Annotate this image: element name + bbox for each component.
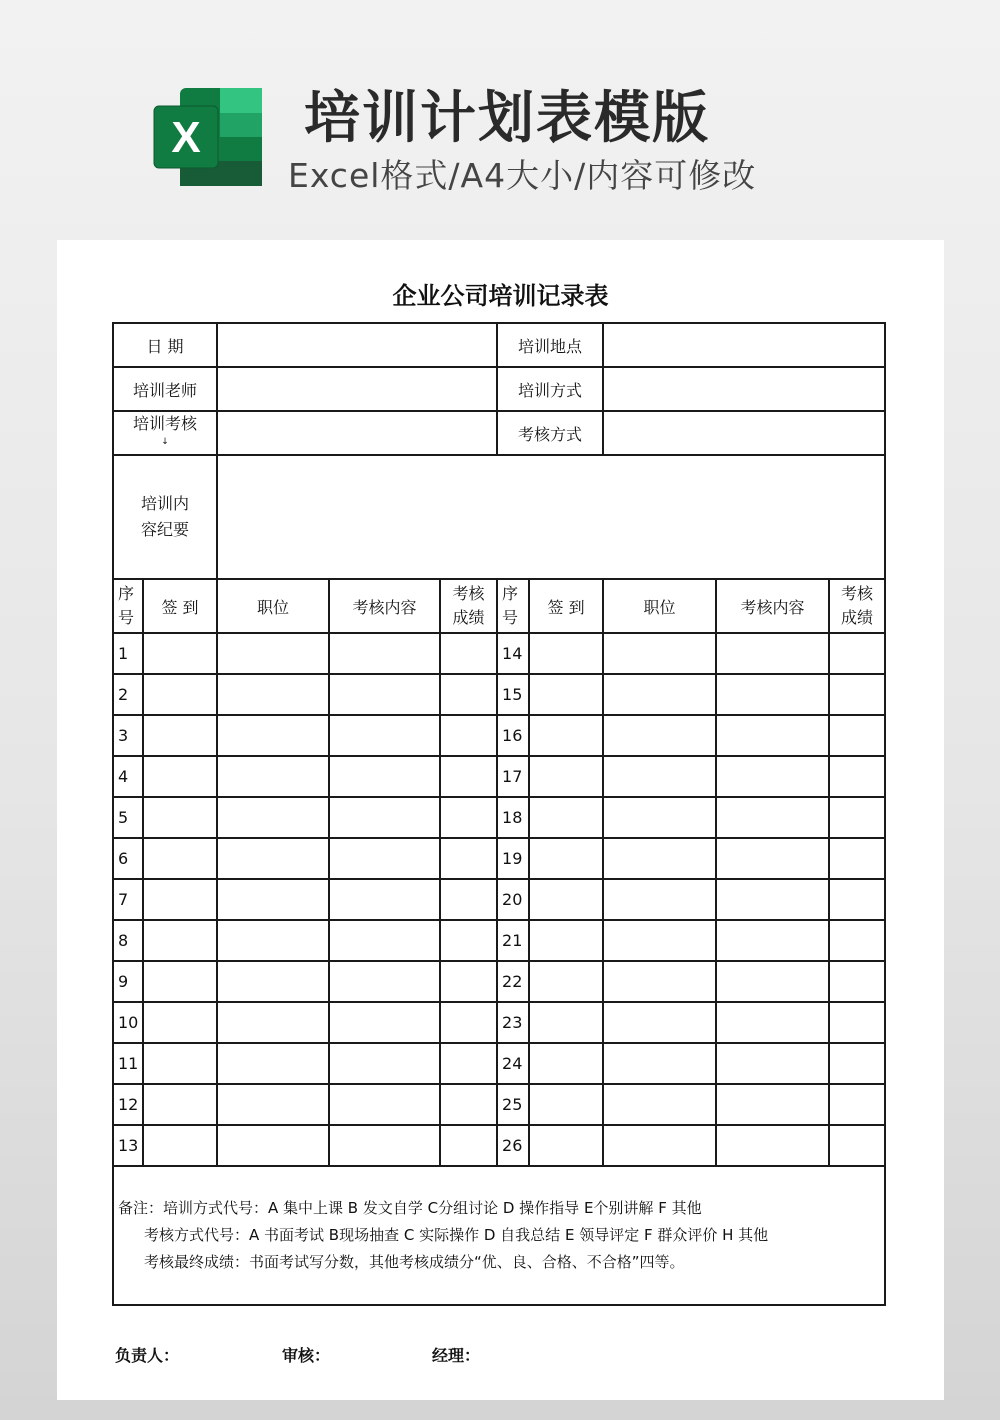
cell-position-right[interactable] (603, 674, 716, 715)
date-label: 日 期 (113, 323, 217, 367)
cell-content-left[interactable] (329, 633, 440, 674)
content-summary-label-line2: 容纪要 (140, 520, 189, 539)
cell-seq-left: 6 (113, 838, 143, 879)
cell-content-right[interactable] (716, 879, 829, 920)
cell-signin-left[interactable] (143, 756, 217, 797)
cell-score-left[interactable] (440, 1125, 497, 1166)
cell-score-right[interactable] (829, 879, 885, 920)
document-title: 企业公司培训记录表 (392, 282, 609, 310)
cell-content-right[interactable] (716, 920, 829, 961)
content-summary-field[interactable] (217, 455, 885, 579)
cell-position-left[interactable] (217, 879, 329, 920)
cell-signin-left[interactable] (143, 797, 217, 838)
cell-content-left[interactable] (329, 756, 440, 797)
signin-header-left: 签 到 (143, 579, 217, 633)
cell-signin-left[interactable] (143, 1002, 217, 1043)
table-row (113, 1043, 885, 1084)
cell-content-left[interactable] (329, 961, 440, 1002)
cell-signin-right[interactable] (529, 879, 603, 920)
cell-seq-right: 16 (497, 715, 529, 756)
cell-content-left[interactable] (329, 920, 440, 961)
cell-score-left[interactable] (440, 879, 497, 920)
cell-score-right[interactable] (829, 633, 885, 674)
page-title: 培训计划表模版 (304, 86, 710, 151)
cell-seq-left: 5 (113, 797, 143, 838)
data-rows (113, 633, 885, 1166)
cell-content-right[interactable] (716, 1125, 829, 1166)
cell-content-left[interactable] (329, 715, 440, 756)
cell-content-right[interactable] (716, 838, 829, 879)
note-line-2: 考核方式代号：A 书面考试 B现场抽查 C 实际操作 D 自我总结 E 领导评定 F 群众评价 H 其他 (144, 1226, 769, 1244)
cell-seq-right: 24 (497, 1043, 529, 1084)
cell-seq-left: 1 (113, 633, 143, 674)
cell-position-right[interactable] (603, 1002, 716, 1043)
cell-seq-left: 13 (113, 1125, 143, 1166)
cell-content-right[interactable] (716, 633, 829, 674)
cell-content-right[interactable] (716, 756, 829, 797)
cell-position-left[interactable] (217, 961, 329, 1002)
cell-seq-right: 20 (497, 879, 529, 920)
assessment-label-mark: ↓ (161, 437, 169, 447)
cell-position-left[interactable] (217, 797, 329, 838)
cell-content-right[interactable] (716, 797, 829, 838)
cell-signin-right[interactable] (529, 920, 603, 961)
cell-content-left[interactable] (329, 838, 440, 879)
cell-seq-right: 14 (497, 633, 529, 674)
cell-content-right[interactable] (716, 1043, 829, 1084)
teacher-label: 培训老师 (113, 367, 217, 411)
cell-position-right[interactable] (603, 633, 716, 674)
cell-content-right[interactable] (716, 674, 829, 715)
cell-seq-left: 12 (113, 1084, 143, 1125)
cell-signin-right[interactable] (529, 674, 603, 715)
cell-position-right[interactable] (603, 797, 716, 838)
cell-position-right[interactable] (603, 1043, 716, 1084)
cell-score-left[interactable] (440, 838, 497, 879)
footer-owner: 负责人： (115, 1346, 180, 1365)
cell-seq-right: 26 (497, 1125, 529, 1166)
method-label: 培训方式 (497, 367, 603, 411)
method-field[interactable] (603, 367, 885, 411)
cell-seq-right: 21 (497, 920, 529, 961)
cell-score-right[interactable] (829, 1002, 885, 1043)
cell-content-left[interactable] (329, 1043, 440, 1084)
cell-content-right[interactable] (716, 1002, 829, 1043)
teacher-field[interactable] (217, 367, 497, 411)
cell-score-left[interactable] (440, 1084, 497, 1125)
cell-seq-right: 18 (497, 797, 529, 838)
cell-signin-right[interactable] (529, 1125, 603, 1166)
notes-cell (113, 1166, 885, 1305)
cell-signin-right[interactable] (529, 838, 603, 879)
cell-seq-left: 7 (113, 879, 143, 920)
cell-signin-left[interactable] (143, 715, 217, 756)
cell-seq-right: 15 (497, 674, 529, 715)
cell-content-left[interactable] (329, 674, 440, 715)
cell-signin-left[interactable] (143, 1125, 217, 1166)
cell-seq-left: 11 (113, 1043, 143, 1084)
cell-signin-right[interactable] (529, 1043, 603, 1084)
table-row (113, 756, 885, 797)
date-field[interactable] (217, 323, 497, 367)
cell-seq-left: 2 (113, 674, 143, 715)
table-row (113, 797, 885, 838)
table-row (113, 633, 885, 674)
content-summary-label (113, 455, 217, 579)
cell-signin-left[interactable] (143, 961, 217, 1002)
signin-header-right: 签 到 (529, 579, 603, 633)
table-row (113, 1084, 885, 1125)
cell-position-right[interactable] (603, 1084, 716, 1125)
cell-content-left[interactable] (329, 879, 440, 920)
cell-position-left[interactable] (217, 1002, 329, 1043)
cell-content-right[interactable] (716, 715, 829, 756)
note-line-3: 考核最终成绩：书面考试写分数，其他考核成绩分“优、良、合格、不合格”四等。 (144, 1253, 685, 1271)
cell-position-right[interactable] (603, 920, 716, 961)
cell-position-left[interactable] (217, 1043, 329, 1084)
location-label: 培训地点 (497, 323, 603, 367)
cell-content-left[interactable] (329, 1125, 440, 1166)
cell-score-right[interactable] (829, 756, 885, 797)
table-row (113, 961, 885, 1002)
cell-position-right[interactable] (603, 715, 716, 756)
score-header-left: 考核 成绩 (440, 579, 497, 633)
cell-position-left[interactable] (217, 1125, 329, 1166)
page-subtitle: Excel格式/A4大小/内容可修改 (288, 156, 757, 195)
cell-score-right[interactable] (829, 1043, 885, 1084)
assessment-method-field[interactable] (603, 411, 885, 455)
cell-position-right[interactable] (603, 961, 716, 1002)
cell-position-right[interactable] (603, 838, 716, 879)
cell-score-left[interactable] (440, 715, 497, 756)
cell-score-right[interactable] (829, 715, 885, 756)
cell-score-left[interactable] (440, 961, 497, 1002)
score-header-right: 考核 成绩 (829, 579, 885, 633)
cell-seq-left: 10 (113, 1002, 143, 1043)
cell-content-right[interactable] (716, 1084, 829, 1125)
table-row (113, 879, 885, 920)
cell-score-left[interactable] (440, 920, 497, 961)
cell-signin-left[interactable] (143, 674, 217, 715)
cell-signin-left[interactable] (143, 633, 217, 674)
table-row (113, 715, 885, 756)
cell-score-right[interactable] (829, 797, 885, 838)
cell-signin-left[interactable] (143, 1043, 217, 1084)
cell-signin-right[interactable] (529, 1002, 603, 1043)
table-row (113, 838, 885, 879)
cell-score-right[interactable] (829, 1125, 885, 1166)
training-record-table (112, 322, 886, 1306)
cell-seq-left: 4 (113, 756, 143, 797)
cell-position-left[interactable] (217, 920, 329, 961)
cell-content-left[interactable] (329, 1002, 440, 1043)
cell-seq-right: 22 (497, 961, 529, 1002)
position-header-left: 职位 (217, 579, 329, 633)
seq-header-left: 序 号 (113, 579, 143, 633)
cell-content-left[interactable] (329, 1084, 440, 1125)
cell-position-right[interactable] (603, 756, 716, 797)
seq-header-right: 序 号 (497, 579, 529, 633)
cell-score-left[interactable] (440, 1043, 497, 1084)
cell-seq-left: 8 (113, 920, 143, 961)
cell-signin-right[interactable] (529, 797, 603, 838)
cell-score-left[interactable] (440, 1002, 497, 1043)
cell-seq-right: 23 (497, 1002, 529, 1043)
cell-score-left[interactable] (440, 633, 497, 674)
content-header-right: 考核内容 (716, 579, 829, 633)
logo-letter: X (171, 113, 201, 162)
document-paper (57, 240, 944, 1400)
cell-score-left[interactable] (440, 756, 497, 797)
table-row (113, 1002, 885, 1043)
cell-signin-left[interactable] (143, 879, 217, 920)
cell-position-left[interactable] (217, 838, 329, 879)
cell-score-left[interactable] (440, 797, 497, 838)
header (0, 0, 1000, 230)
cell-position-left[interactable] (217, 1084, 329, 1125)
cell-signin-right[interactable] (529, 756, 603, 797)
footer-review: 审核： (282, 1346, 331, 1365)
cell-score-right[interactable] (829, 838, 885, 879)
cell-seq-left: 9 (113, 961, 143, 1002)
footer-manager: 经理： (432, 1346, 481, 1365)
table-row (113, 920, 885, 961)
position-header-right: 职位 (603, 579, 716, 633)
location-field[interactable] (603, 323, 885, 367)
table-row (113, 674, 885, 715)
cell-signin-right[interactable] (529, 633, 603, 674)
content-header-left: 考核内容 (329, 579, 440, 633)
note-line-1: 备注：培训方式代号：A 集中上课 B 发文自学 C分组讨论 D 操作指导 E个别讲解 F 其他 (118, 1199, 702, 1217)
cell-position-right[interactable] (603, 1125, 716, 1166)
cell-score-left[interactable] (440, 674, 497, 715)
cell-seq-left: 3 (113, 715, 143, 756)
cell-signin-left[interactable] (143, 838, 217, 879)
cell-seq-right: 17 (497, 756, 529, 797)
cell-score-right[interactable] (829, 961, 885, 1002)
assessment-method-label: 考核方式 (497, 411, 603, 455)
cell-position-right[interactable] (603, 879, 716, 920)
cell-position-left[interactable] (217, 633, 329, 674)
cell-position-left[interactable] (217, 756, 329, 797)
content-summary-label-line1: 培训内 (140, 494, 189, 513)
assessment-field[interactable] (217, 411, 497, 455)
excel-logo-icon (152, 86, 264, 188)
cell-position-left[interactable] (217, 674, 329, 715)
cell-seq-right: 19 (497, 838, 529, 879)
cell-score-right[interactable] (829, 674, 885, 715)
assessment-label (113, 411, 217, 455)
cell-signin-right[interactable] (529, 961, 603, 1002)
cell-signin-right[interactable] (529, 1084, 603, 1125)
cell-position-left[interactable] (217, 715, 329, 756)
assessment-label-text: 培训考核 (132, 414, 197, 433)
cell-score-right[interactable] (829, 920, 885, 961)
cell-signin-left[interactable] (143, 1084, 217, 1125)
cell-content-right[interactable] (716, 961, 829, 1002)
cell-score-right[interactable] (829, 1084, 885, 1125)
cell-content-left[interactable] (329, 797, 440, 838)
table-row (113, 1125, 885, 1166)
cell-seq-right: 25 (497, 1084, 529, 1125)
cell-signin-right[interactable] (529, 715, 603, 756)
cell-signin-left[interactable] (143, 920, 217, 961)
